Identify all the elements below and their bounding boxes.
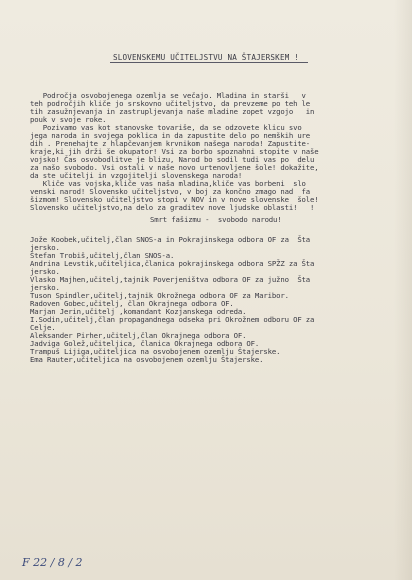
signatories-list	[30, 236, 314, 364]
intro-line: kraje,ki jih drži še okupator! Vsi za borbo spoznahni stopite v naše	[30, 147, 319, 156]
signatory-line: Radoven Gobec,učitelj, član Okrajnega odbora OF.	[30, 299, 234, 308]
signatory-line: Tuson Spindler,učitelj,tajnik Okrožnega odbora OF za Maribor.	[30, 291, 289, 300]
intro-line: tih zasužnjevanja in zastrupljevanja naše mladine zopet vzgojo in	[30, 107, 315, 116]
signatory-line: Celje.	[30, 323, 56, 332]
title-underline	[110, 62, 308, 63]
signatory-line: Jadviga Golež,učiteljica, članica Okrajnega odbora OF.	[30, 339, 260, 348]
signatory-line: Trampuš Lijiga,učiteljica na osvobojenem ozemlju Štajerske.	[30, 347, 281, 356]
intro-line: Slovensko učiteljstvo,na delo za graditev nove ljudske oblasti! !	[30, 203, 315, 212]
intro-line: venski narod! Slovensko učiteljstvo, v boj za končno zmago nad fa	[30, 187, 311, 196]
intro-line: za našo svobodo. Vsi ostali v naše novo urtenovljene šole! dokažite,	[30, 163, 319, 172]
intro-line: vojsko! Čas osvobodlitve je blizu, Narod bo sodil tudi vas po delu	[30, 155, 315, 164]
signatory-line: jersko.	[30, 267, 60, 276]
document-title: SLOVENSKEMU UČITELJSTVU NA ŠTAJERSKEM !	[112, 53, 300, 62]
signatory-line: I.Sodin,učitelj,član propagandnega odseka pri Okrožnem odboru OF za	[30, 315, 315, 324]
paper-edge-shadow	[394, 0, 412, 580]
intro-line: dih . Prenehajte z hlapčevanjem krvnikom našega naroda! Zapustite-	[30, 139, 311, 148]
intro-line: pouk v svoje roke.	[30, 115, 107, 124]
signatory-line: Marjan Jerin,učitelj ,komandant Kozjanskega odreda.	[30, 307, 247, 316]
signatory-line: Andrina Levstik,učiteljica,članica pokrajinskega odbora SPŽZ za Šta	[30, 259, 315, 268]
intro-line: Področja osvobojenega ozemlja se večajo. Mladina in starši v	[30, 91, 306, 100]
intro-line: jega naroda in svojega poklica in da zapustite delo po nemških ure	[30, 131, 311, 140]
signatory-line: Jože Koobek,učitelj,član SNOS-a in Pokrajinskega odbora OF za Šta	[30, 235, 311, 244]
signatory-line: jersko.	[30, 283, 60, 292]
intro-paragraph	[30, 92, 319, 212]
signatory-line: Ema Rauter,učiteljica na osvobojenem ozemlju Štajerske.	[30, 355, 264, 364]
signatory-line: Vlasko Majhen,učitelj,tajnik Poverjeništva odbora OF za južno Šta	[30, 275, 311, 284]
signatory-line: Aleksander Pirher,učitelj,član Okrajnega odbora OF.	[30, 331, 247, 340]
intro-line: da ste učitelji in vzgojitelji slovenskega naroda!	[30, 171, 243, 180]
signatory-line: Štefan Trobiš,učitelj,član SNOS-a.	[30, 251, 175, 260]
intro-line: šizmom! Slovensko učiteljstvo stopi v NOV in v nove slovenske šole!	[30, 195, 319, 204]
intro-line: Kliče vas vojska,kliče vas naša mladina,kliče vas borbeni slo	[30, 179, 306, 188]
signatory-line: jersko.	[30, 243, 60, 252]
intro-line: Pozivamo vas kot stanovske tovariše, da se odzovete klicu svo	[30, 123, 302, 132]
slogan: Smrt fašizmu - svobodo narodu!	[150, 215, 282, 224]
handwritten-archive-note: F 22 / 8 / 2	[22, 556, 83, 569]
intro-line: teh področjih kliče jo srskovno učiteljstvo, da prevzeme po teh le	[30, 99, 311, 108]
